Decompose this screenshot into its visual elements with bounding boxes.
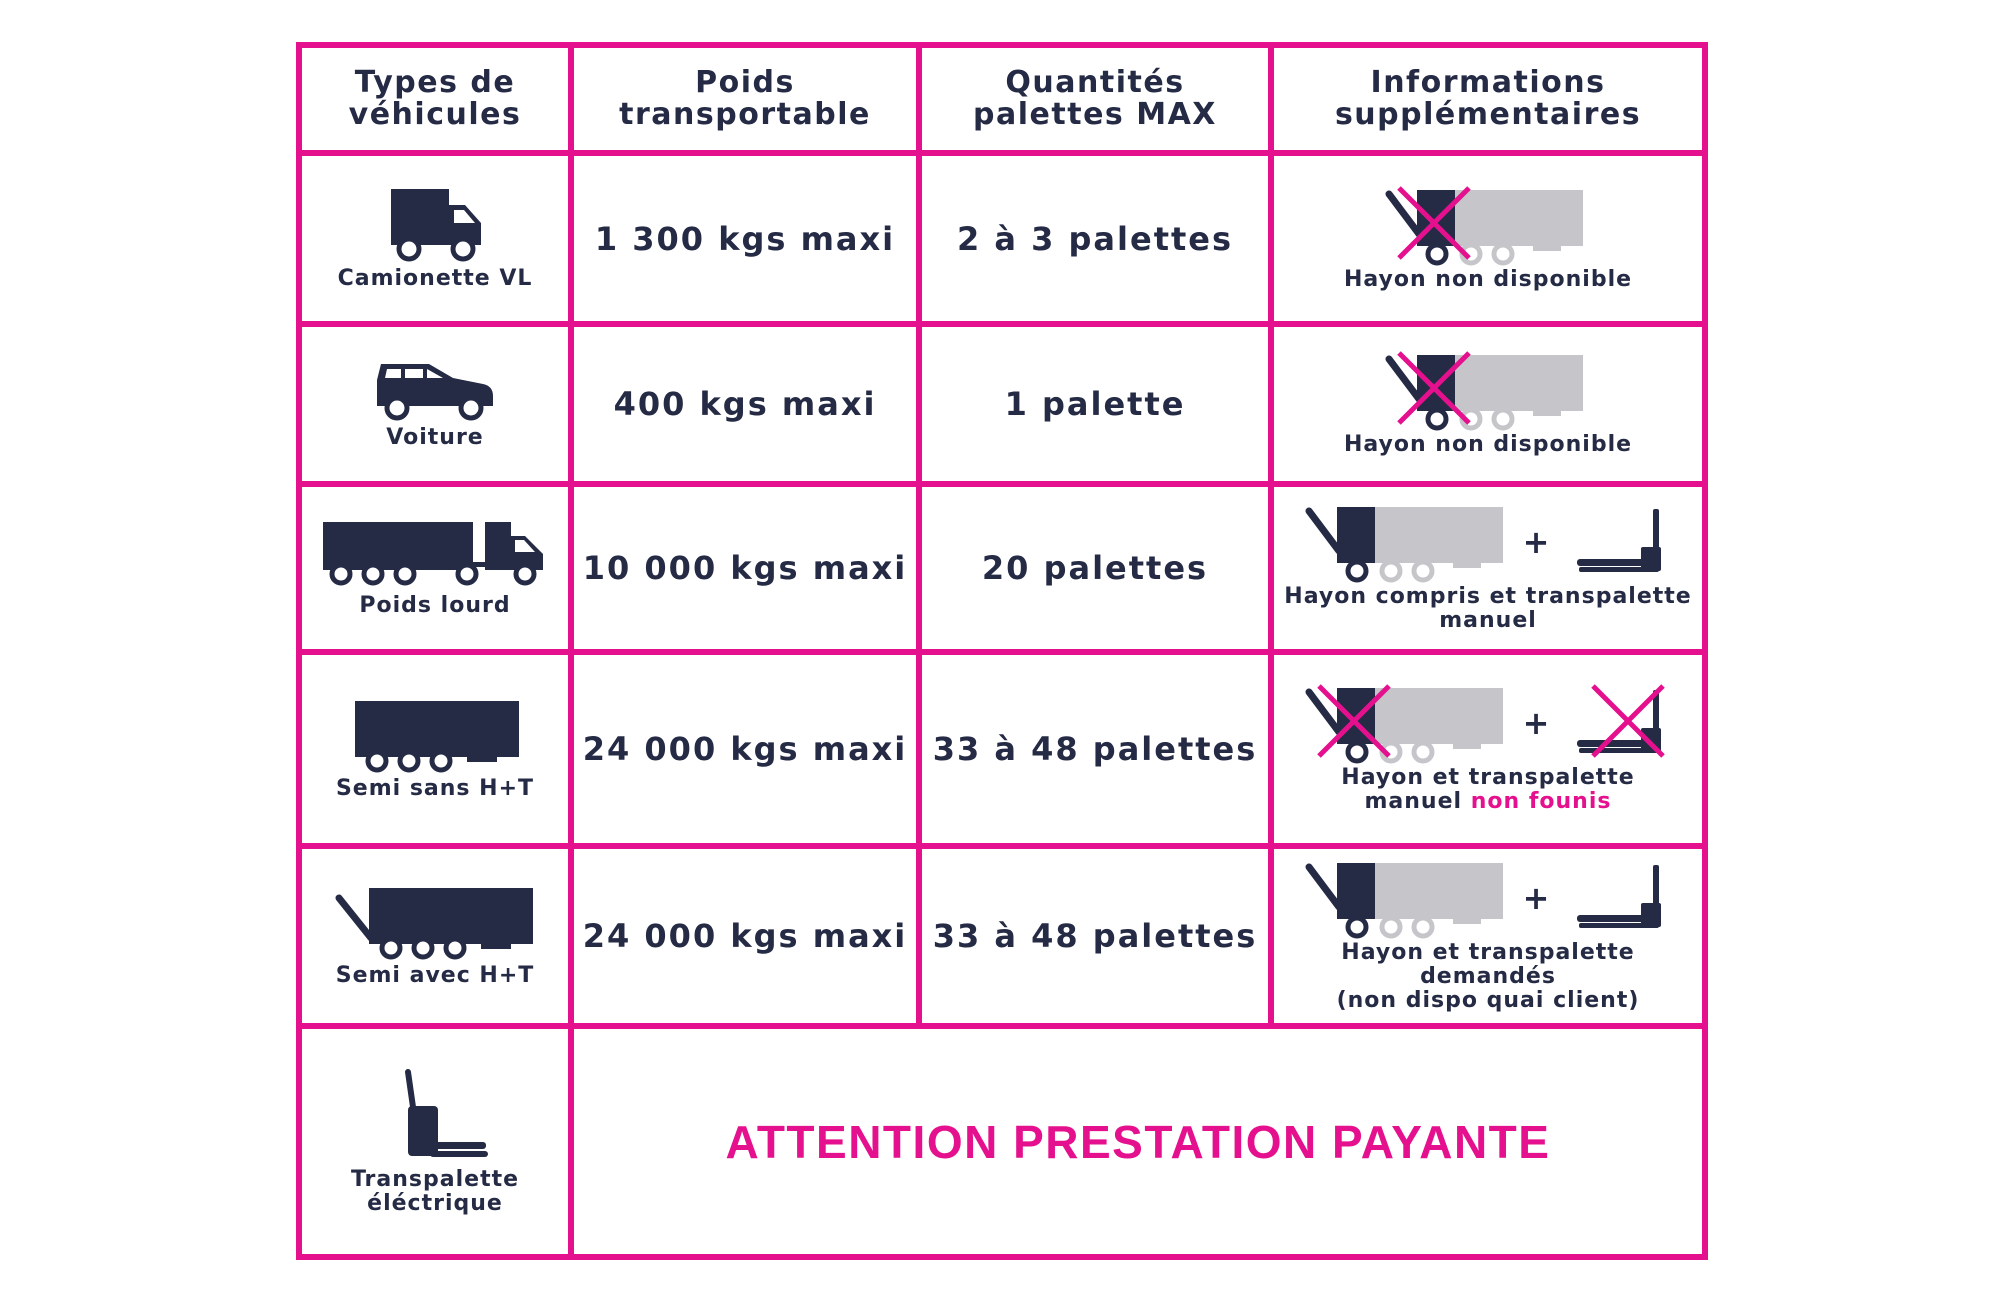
table-row	[299, 652, 1705, 846]
header-vehicle-types-line2: véhicules	[348, 97, 522, 132]
vehicle-label-line1: Transpalette	[350, 1166, 520, 1192]
vehicle-label: Semi avec H+T	[335, 963, 535, 988]
table-row	[299, 1026, 1705, 1257]
pallets-cell: 33 à 48 palettes	[919, 652, 1271, 846]
table-row	[299, 153, 1705, 324]
pallets-cell: 1 palette	[919, 324, 1271, 484]
header-weight	[571, 45, 919, 153]
vehicle-cell	[299, 1026, 571, 1257]
plus-sign: +	[1522, 704, 1550, 742]
header-info	[1271, 45, 1705, 153]
weight-cell: 10 000 kgs maxi	[571, 484, 919, 652]
paid-service-notice: ATTENTION PRESTATION PAYANTE	[571, 1026, 1705, 1257]
info-text-line2: (non dispo quai client)	[1336, 988, 1640, 1013]
vehicle-label-line2: éléctrique	[367, 1190, 503, 1216]
info-cell	[1271, 324, 1705, 484]
semi-trailer-icon	[349, 697, 521, 773]
header-info-line2: supplémentaires	[1334, 97, 1642, 132]
vehicle-cell	[299, 324, 571, 484]
vehicle-label: Poids lourd	[359, 593, 511, 618]
header-pallets	[919, 45, 1271, 153]
header-pallets-line1: Quantités	[1005, 65, 1185, 100]
info-highlight: non founis	[1470, 789, 1612, 814]
table-row	[299, 324, 1705, 484]
plus-sign: +	[1522, 523, 1550, 561]
tailgate-and-pallet-jack-icon	[1303, 503, 1673, 583]
header-vehicle-types	[299, 45, 571, 153]
plus-sign: +	[1522, 879, 1550, 917]
header-weight-line2: transportable	[619, 97, 871, 132]
vehicle-label: Voiture	[386, 425, 484, 450]
car-icon	[373, 358, 497, 422]
vehicle-label: Semi sans H+T	[335, 776, 535, 801]
pallets-cell: 2 à 3 palettes	[919, 153, 1271, 324]
pallets-cell: 33 à 48 palettes	[919, 846, 1271, 1026]
info-cell	[1271, 846, 1705, 1026]
info-cell	[1271, 153, 1705, 324]
tailgate-unavailable-icon	[1383, 186, 1593, 266]
weight-cell: 24 000 kgs maxi	[571, 652, 919, 846]
tailgate-and-pallet-jack-icon	[1303, 859, 1673, 939]
info-text-line1: Hayon compris et transpalette	[1284, 584, 1692, 609]
pallets-cell: 20 palettes	[919, 484, 1271, 652]
table-header-row	[299, 45, 1705, 153]
weight-cell: 24 000 kgs maxi	[571, 846, 919, 1026]
info-text-line2: manuel	[1439, 608, 1537, 633]
van-icon	[385, 187, 485, 263]
table-row	[299, 484, 1705, 652]
tailgate-unavailable-icon	[1383, 351, 1593, 431]
header-weight-line1: Poids	[695, 65, 795, 100]
electric-pallet-jack-icon	[380, 1068, 490, 1164]
table-row	[299, 846, 1705, 1026]
vehicle-cell	[299, 846, 571, 1026]
info-text-line2-main: manuel	[1364, 789, 1463, 814]
header-info-line1: Informations	[1370, 65, 1606, 100]
semi-trailer-liftgate-icon	[335, 884, 535, 960]
tailgate-and-pallet-jack-not-provided-icon	[1303, 684, 1673, 764]
vehicle-cell	[299, 484, 571, 652]
header-vehicle-types-line1: Types de	[354, 65, 516, 100]
vehicle-label: Camionette VL	[337, 265, 533, 291]
info-text-line2	[1274, 790, 1702, 814]
info-text-line1: Hayon et transpalette	[1341, 765, 1635, 790]
vehicle-cell	[299, 652, 571, 846]
weight-cell: 400 kgs maxi	[571, 324, 919, 484]
truck-trailer-icon	[321, 518, 549, 590]
info-cell	[1271, 652, 1705, 846]
header-pallets-line2: palettes MAX	[973, 97, 1217, 132]
info-text-line1: Hayon et transpalette demandés	[1341, 940, 1635, 989]
vehicle-table	[296, 42, 1708, 1260]
vehicle-cell	[299, 153, 571, 324]
info-text: Hayon non disponible	[1343, 432, 1633, 457]
info-cell	[1271, 484, 1705, 652]
info-text: Hayon non disponible	[1343, 266, 1633, 292]
weight-cell: 1 300 kgs maxi	[571, 153, 919, 324]
